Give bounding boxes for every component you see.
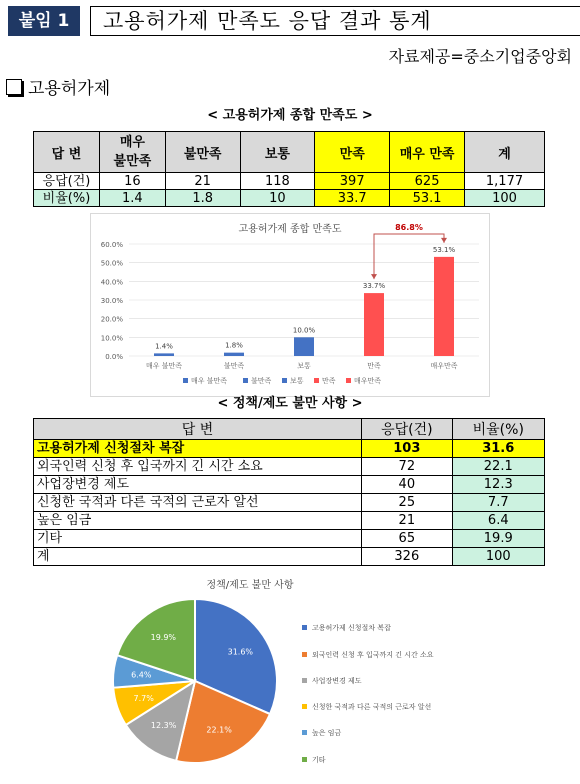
legend-swatch (346, 378, 351, 383)
y-tick-label: 50.0% (100, 259, 123, 268)
row-label: 계 (34, 548, 362, 566)
table-row (34, 512, 545, 530)
x-tick-label: 만족 (367, 362, 381, 370)
table-cell: 40 (362, 476, 452, 494)
table-header-row (34, 419, 545, 440)
header-cell: 응답(건) (362, 419, 452, 440)
bar-value-label: 1.8% (225, 341, 243, 350)
header-cell: 매우 만족 (390, 132, 465, 173)
table-cell: 118 (240, 173, 315, 190)
satisfaction-table (33, 131, 545, 207)
x-tick-label: 불만족 (223, 362, 245, 370)
bar (364, 293, 384, 356)
legend-swatch (314, 378, 319, 383)
table-row (34, 548, 545, 566)
table-cell: 21 (165, 173, 240, 190)
attachment-badge: 붙임 1 (8, 6, 80, 36)
table-cell: 6.4 (452, 512, 544, 530)
header-cell: 보통 (240, 132, 315, 173)
legend-label: 매우만족 (354, 377, 382, 385)
header-cell: 비율(%) (452, 419, 544, 440)
legend-swatch (302, 652, 307, 657)
complaints-table (33, 418, 545, 566)
table-cell: 100 (452, 548, 544, 566)
chart-title: 고용허가제 종합 만족도 (238, 224, 342, 235)
legend-label: 고용허가제 신청절차 복잡 (312, 624, 391, 632)
source-note: 자료제공=중소기업중앙회 (388, 47, 572, 66)
document-title: 고용허가제 만족도 응답 결과 통계 (90, 6, 580, 36)
satisfaction-bar-chart (90, 213, 490, 397)
arrow-icon (371, 274, 377, 279)
header-cell: 매우 불만족 (99, 132, 165, 173)
pie-value-label: 12.3% (150, 721, 177, 731)
legend-swatch (183, 378, 188, 383)
legend-swatch (302, 625, 307, 630)
table-cell: 1,177 (465, 173, 545, 190)
y-tick-label: 40.0% (100, 278, 123, 287)
pie-chart-svg (90, 568, 488, 780)
table1-caption: < 고용허가제 종합 만족도 > (207, 108, 373, 123)
row-label: 기타 (34, 530, 362, 548)
table-cell: 1.4 (99, 190, 165, 207)
table-cell: 100 (465, 190, 545, 207)
section-heading (6, 74, 110, 99)
y-tick-label: 20.0% (100, 315, 123, 324)
checkbox-bullet-icon (6, 79, 22, 95)
table-cell: 53.1 (390, 190, 465, 207)
legend-label: 높은 임금 (312, 729, 342, 737)
bar (224, 353, 244, 356)
row-label: 응답(건) (34, 173, 100, 190)
pie-value-label: 6.4% (131, 670, 152, 680)
y-tick-label: 30.0% (100, 297, 123, 305)
annotation-label: 86.8% (395, 223, 423, 232)
table-cell: 16 (99, 173, 165, 190)
table-cell: 1.8 (165, 190, 240, 207)
legend-label: 외국인력 신청 후 입국까지 긴 시간 소요 (312, 651, 434, 659)
header-cell: 불만족 (165, 132, 240, 173)
bar-value-label: 10.0% (292, 326, 316, 335)
table-cell: 33.7 (315, 190, 390, 207)
table-cell: 21 (362, 512, 452, 530)
table-cell: 19.9 (452, 530, 544, 548)
table-row (34, 440, 545, 458)
table-cell: 7.7 (452, 494, 544, 512)
bar (294, 337, 314, 356)
annotation-bracket (374, 234, 444, 279)
pie-value-label: 7.7% (133, 694, 154, 704)
bar-value-label: 33.7% (362, 282, 386, 291)
table-cell: 31.6 (452, 440, 544, 458)
table-row (34, 530, 545, 548)
legend-label: 만족 (322, 377, 336, 385)
legend-label: 사업장변경 제도 (312, 677, 362, 685)
bar (154, 353, 174, 356)
table-cell: 72 (362, 458, 452, 476)
y-tick-label: 60.0% (100, 241, 123, 249)
table-cell: 103 (362, 440, 452, 458)
bar-value-label: 1.4% (155, 342, 173, 351)
row-label: 높은 임금 (34, 512, 362, 530)
table-cell: 65 (362, 530, 452, 548)
legend-swatch (282, 378, 287, 383)
legend-swatch (302, 730, 307, 735)
row-label: 비율(%) (34, 190, 100, 207)
complaints-pie-chart (90, 568, 488, 780)
legend-label: 불만족 (251, 377, 272, 385)
table-header-row (34, 132, 545, 173)
legend-label: 기타 (312, 756, 326, 764)
table-row (34, 476, 545, 494)
table-cell: 10 (240, 190, 315, 207)
table-cell: 22.1 (452, 458, 544, 476)
table-cell: 12.3 (452, 476, 544, 494)
table-cell: 326 (362, 548, 452, 566)
row-label: 신청한 국적과 다른 국적의 근로자 알선 (34, 494, 362, 512)
table-row (34, 458, 545, 476)
table-row (34, 494, 545, 512)
x-tick-label: 매우만족 (430, 362, 458, 370)
bar-chart-svg (91, 214, 489, 396)
header-cell: 답 변 (34, 132, 100, 173)
legend-swatch (302, 704, 307, 709)
row-label: 고용허가제 신청절차 복잡 (34, 440, 362, 458)
table-cell: 25 (362, 494, 452, 512)
x-tick-label: 매우 불만족 (145, 362, 183, 370)
table-cell: 625 (390, 173, 465, 190)
row-label: 사업장변경 제도 (34, 476, 362, 494)
legend-swatch (243, 378, 248, 383)
table-cell: 397 (315, 173, 390, 190)
pie-value-label: 19.9% (150, 633, 177, 643)
legend-label: 보통 (290, 377, 304, 385)
table-row (34, 190, 545, 207)
header-cell: 만족 (315, 132, 390, 173)
section-label: 고용허가제 (28, 79, 111, 99)
table-row (34, 173, 545, 190)
y-tick-label: 0.0% (105, 353, 123, 361)
header-cell: 답 변 (34, 419, 362, 440)
pie-value-label: 31.6% (227, 647, 254, 657)
bar-value-label: 53.1% (432, 245, 456, 254)
legend-label: 신청한 국적과 다른 국적의 근로자 알선 (312, 703, 432, 711)
pie-value-label: 22.1% (206, 725, 232, 735)
legend-swatch (302, 678, 307, 683)
table2-caption: < 정책/제도 불만 사항 > (217, 396, 363, 411)
legend-label: 매우 불만족 (191, 377, 228, 385)
row-label: 외국인력 신청 후 입국까지 긴 시간 소요 (34, 458, 362, 476)
y-tick-label: 10.0% (100, 334, 123, 343)
header-cell: 계 (465, 132, 545, 173)
x-tick-label: 보통 (297, 362, 311, 370)
legend-swatch (302, 757, 307, 762)
arrow-icon (441, 238, 447, 243)
chart-title: 정책/제도 불만 사항 (206, 580, 294, 591)
bar (434, 257, 454, 356)
